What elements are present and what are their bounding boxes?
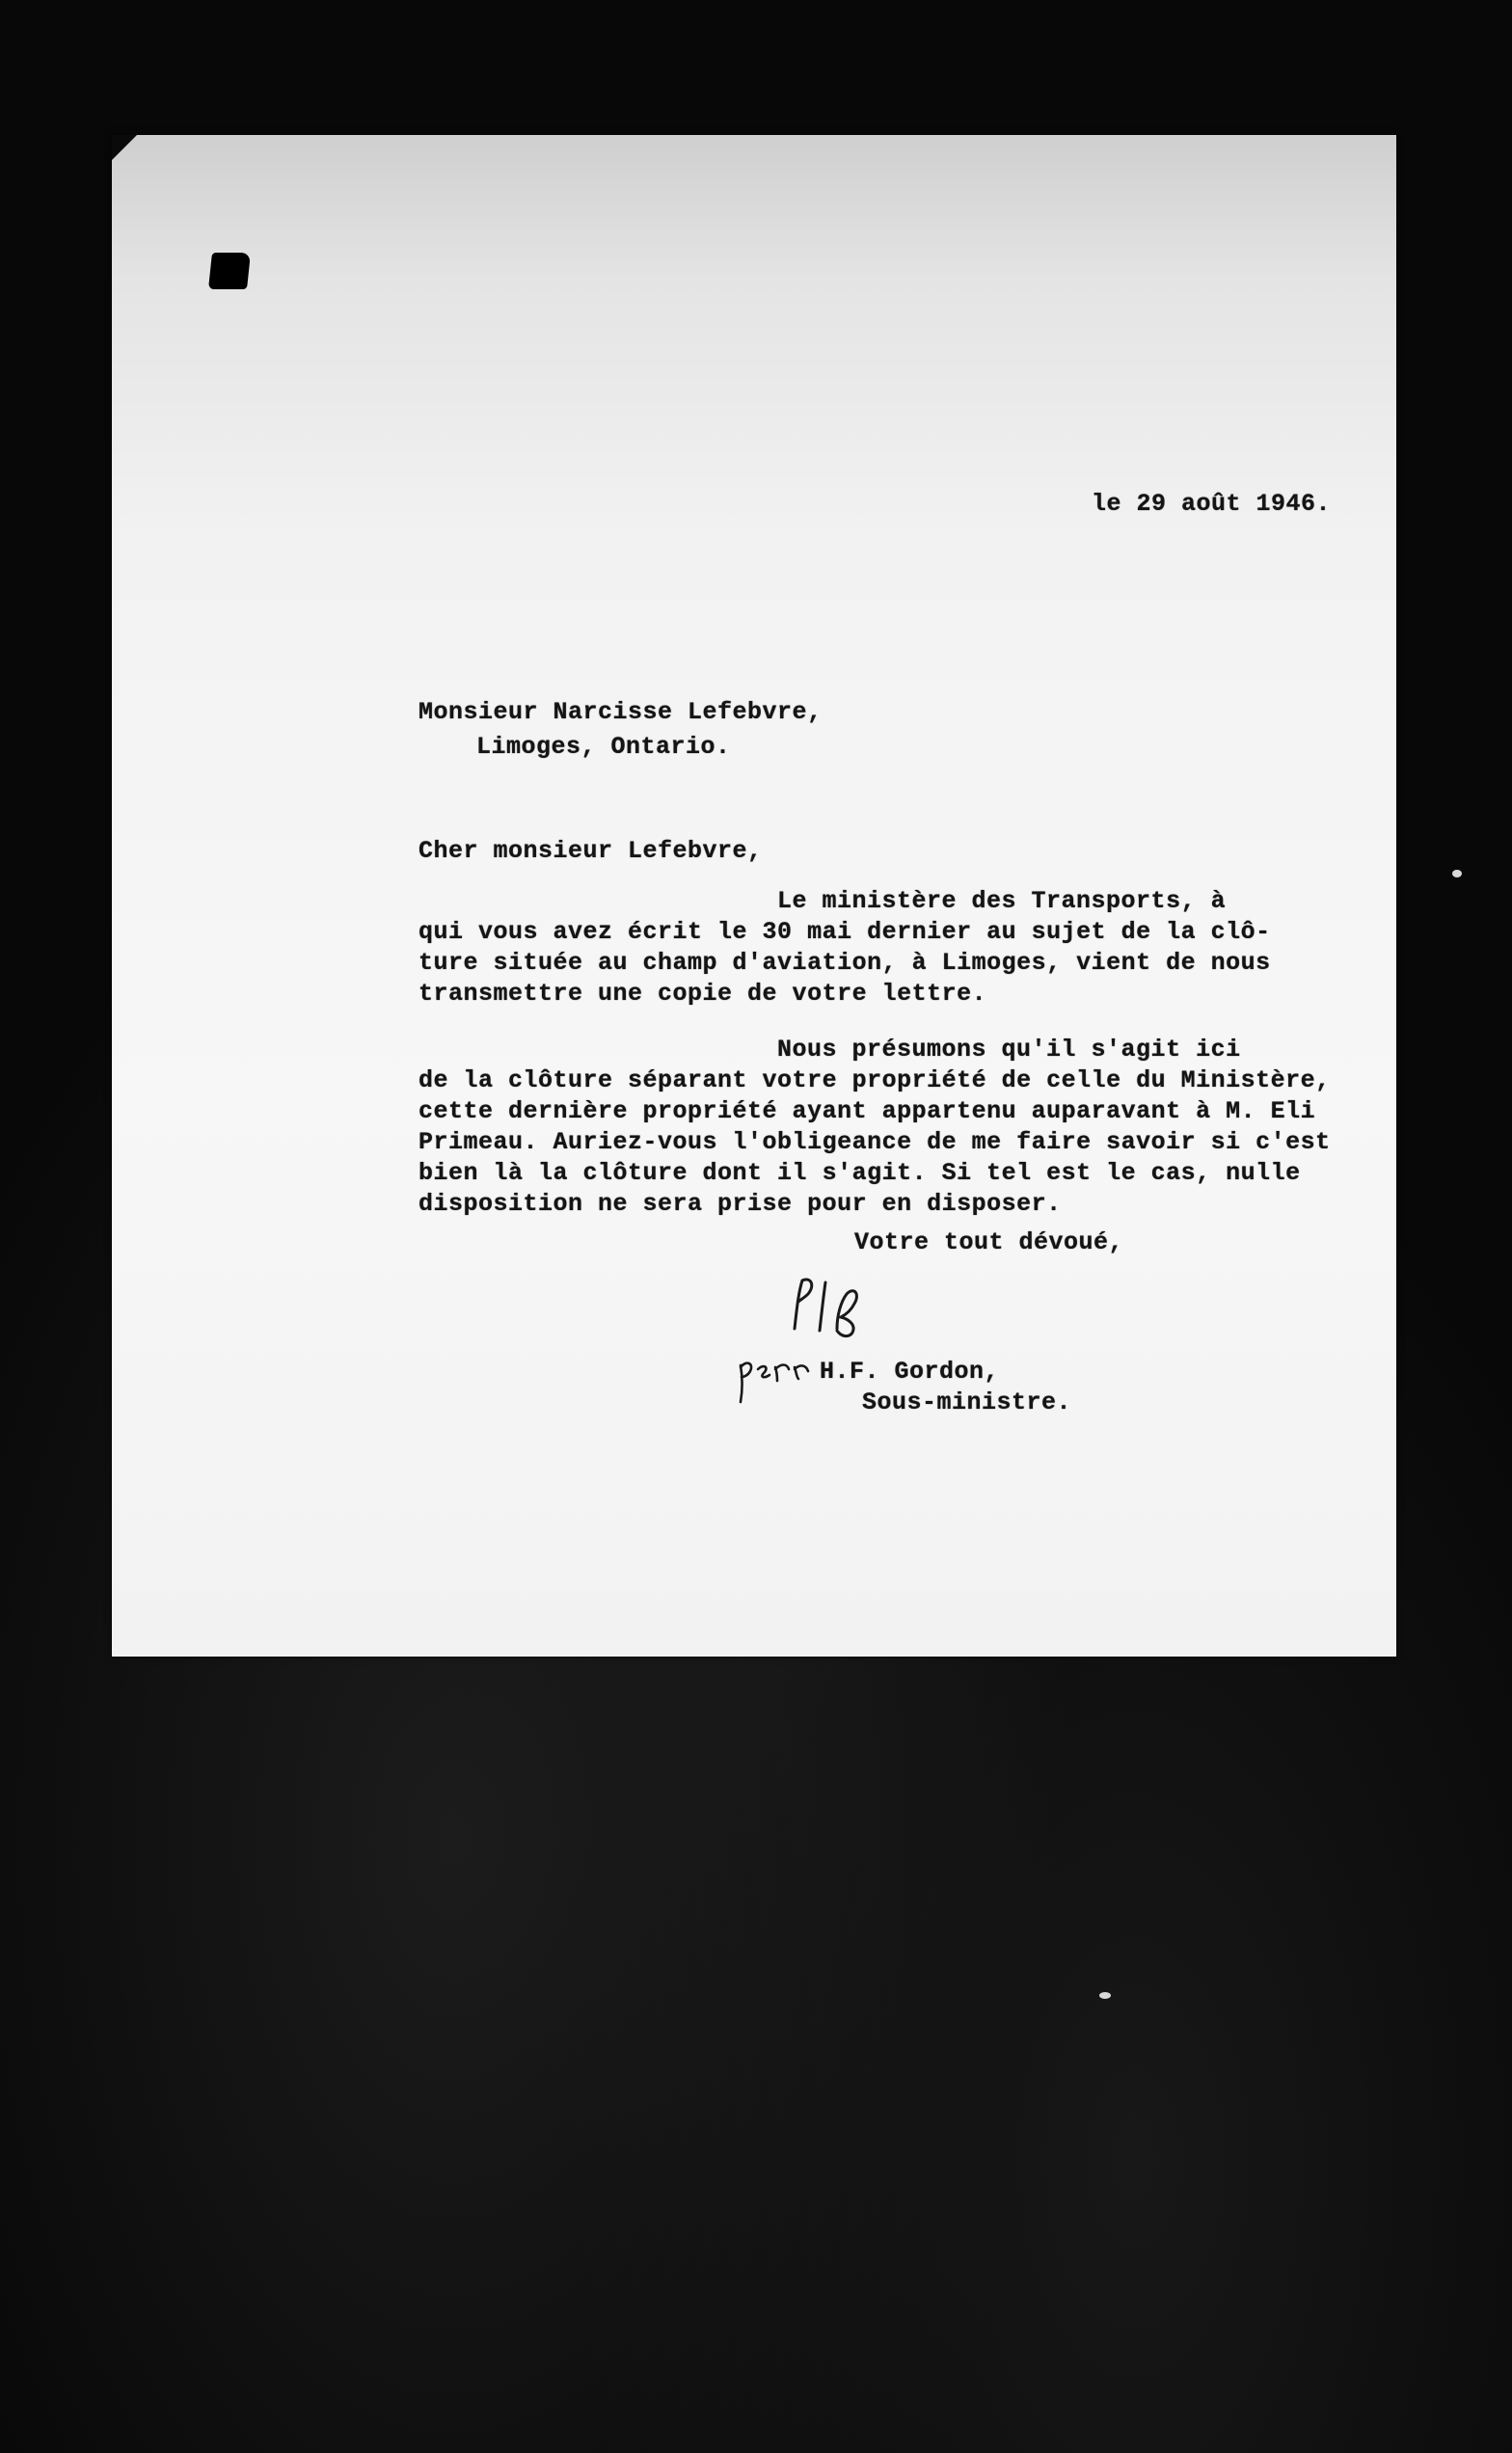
paragraph-2-line: cette dernière propriété ayant appartenu auparavant à M. Eli <box>418 1097 1316 1125</box>
paragraph-1-line: ture située au champ d'aviation, à Limoges, vient de nous <box>418 949 1271 977</box>
folded-corner <box>112 135 137 160</box>
paragraph-1-line: qui vous avez écrit le 30 mai dernier au sujet de la clô- <box>418 918 1271 946</box>
paragraph-2-line: bien là la clôture dont il s'agit. Si tel est le cas, nulle <box>418 1159 1301 1187</box>
closing: Votre tout dévoué, <box>854 1228 1124 1256</box>
signatory-title: Sous-ministre. <box>862 1388 1072 1416</box>
paragraph-1-line: Le ministère des Transports, à <box>777 887 1227 915</box>
salutation: Cher monsieur Lefebvre, <box>418 837 763 865</box>
handwritten-per-icon <box>735 1348 822 1406</box>
letter-date: le 29 août 1946. <box>1092 490 1332 518</box>
paragraph-2-line: de la clôture séparant votre propriété de celle du Ministère, <box>418 1066 1331 1094</box>
paragraph-2-line: Nous présumons qu'il s'agit ici <box>777 1036 1241 1064</box>
punch-mark-icon <box>208 253 251 289</box>
scan-dust <box>1099 1992 1111 1999</box>
scan-dust <box>1452 870 1462 877</box>
letter-page <box>112 135 1396 1657</box>
recipient-name: Monsieur Narcisse Lefebvre, <box>418 698 823 726</box>
signatory-name: H.F. Gordon, <box>820 1358 1000 1386</box>
paragraph-2-line: Primeau. Auriez-vous l'obligeance de me faire savoir si c'est <box>418 1128 1331 1156</box>
paragraph-2-line: disposition ne sera prise pour en disposer. <box>418 1190 1062 1218</box>
paragraph-1-line: transmettre une copie de votre lettre. <box>418 980 987 1008</box>
recipient-address: Limoges, Ontario. <box>476 733 731 761</box>
